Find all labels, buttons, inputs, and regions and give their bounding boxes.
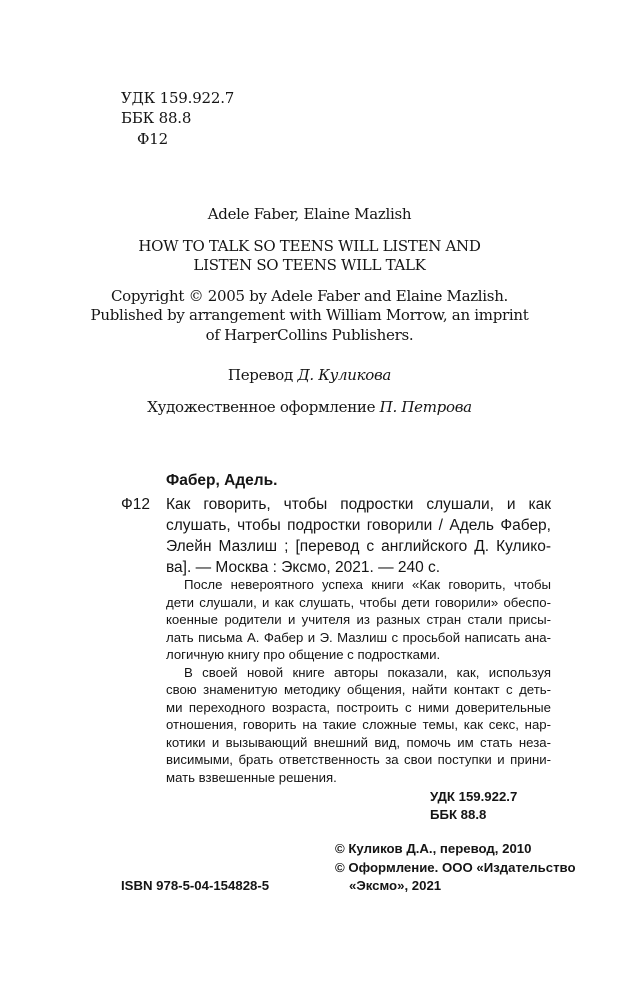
bibliographic-description [166, 494, 551, 578]
translation-label: Перевод [227, 366, 293, 384]
annotation-line: В своей новой книге авторы показали, как, используя [184, 664, 551, 680]
annotation-line: лать письма А. Фабер и Э. Мазлиш с просьбой написать ана- [166, 629, 551, 645]
annotation-line: После невероятного успеха книги «Как говорить, чтобы [184, 577, 551, 592]
annotation-line: свою знаменитую методику общения, найти контакт с деть- [166, 682, 551, 697]
bibliographic-line: ва]. — Москва : Эксмо, 2021. — 240 с. [166, 559, 441, 576]
annotation-line: котики и вызывающий внешний вид, помочь им стать неза- [166, 734, 551, 750]
copyright-line-2: Published by arrangement with William Morrow, an imprint [90, 306, 529, 324]
copyright-line-3: of HarperCollins Publishers. [205, 326, 414, 344]
original-title-line-2: LISTEN SO TEENS WILL TALK [193, 256, 426, 274]
translation-credit [0, 365, 619, 385]
copyright-translation: © Куликов Д.А., перевод, 2010 [335, 841, 532, 856]
annotation-line: дети слушали, и как слушать, чтобы дети говорили» обеспо- [166, 594, 551, 610]
annotation-line: коенные родители и учителя из разных стран стали присы- [166, 612, 551, 627]
annotation-line: ми переходного возраста, построить с ними доверительные [166, 699, 551, 715]
design-label: Художественное оформление [147, 398, 376, 416]
annotation-line: мать взвешенные решения. [166, 769, 337, 785]
annotation-line: висимыми, брать ответственность за свои поступки и прини- [166, 752, 551, 767]
bibliographic-line: слушать, чтобы подростки говорили / Адель Фабер, [166, 517, 551, 534]
annotation-line: логичную книгу про общение с подростками. [166, 647, 441, 662]
author-mark: Ф12 [137, 130, 168, 148]
bibliographic-line: Элейн Мазлиш ; [перевод с английского Д. Кулико- [166, 538, 551, 555]
translator-name: Д. Куликова [297, 366, 392, 384]
design-credit [0, 397, 619, 417]
udk-code: УДК 159.922.7 [121, 89, 235, 107]
isbn: ISBN 978-5-04-154828-5 [121, 878, 270, 893]
bibliographic-line: Как говорить, чтобы подростки слушали, и как [166, 496, 551, 513]
designer-name: П. Петрова [379, 398, 472, 416]
copyright-design-line-1: © Оформление. ООО «Издательство [335, 860, 576, 875]
annotation-line: отношения, говорить на такие сложные темы, как секс, нар- [166, 717, 551, 732]
annotation [166, 576, 551, 786]
annotation-udk: УДК 159.922.7 [430, 789, 518, 804]
original-title-line-1: HOW TO TALK SO TEENS WILL LISTEN AND [138, 237, 481, 255]
bibliographic-mark: Ф12 [121, 496, 151, 513]
copyright-design-line-2: «Эксмо», 2021 [349, 878, 442, 893]
bbk-code: ББК 88.8 [121, 109, 192, 127]
original-authors: Adele Faber, Elaine Mazlish [207, 205, 412, 223]
bibliographic-heading: Фабер, Адель. [166, 472, 278, 489]
annotation-bbk: ББК 88.8 [430, 807, 487, 822]
copyright-line-1: Copyright © 2005 by Adele Faber and Elaine Mazlish. [110, 287, 509, 305]
